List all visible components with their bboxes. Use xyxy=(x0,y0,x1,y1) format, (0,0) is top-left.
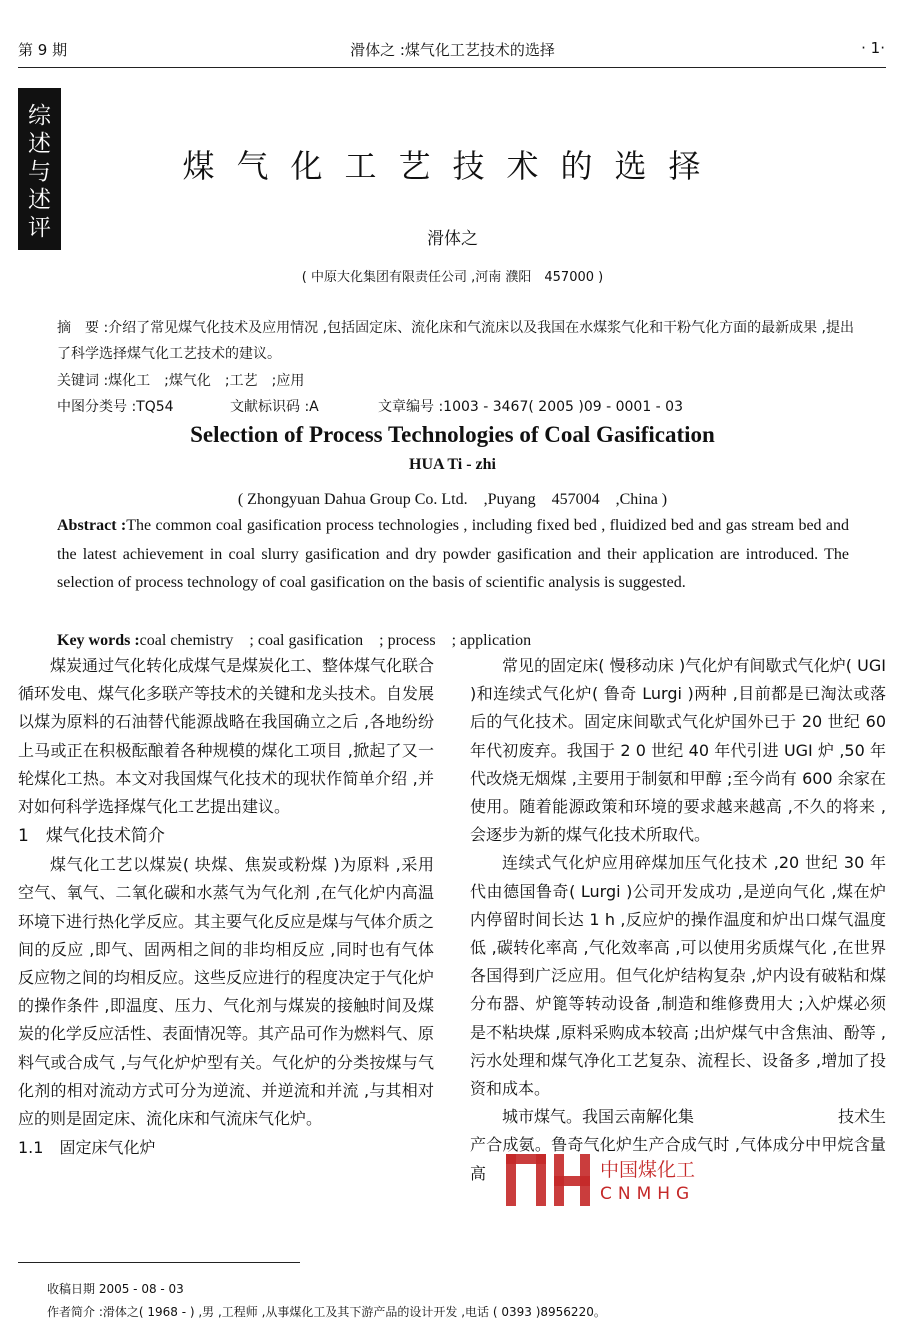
section-tab-char: 与 xyxy=(28,159,51,185)
paper-title: 煤气化工艺技术的选择 xyxy=(182,147,723,185)
right-column xyxy=(470,652,886,1188)
section-tab-char: 综 xyxy=(28,103,51,129)
abstract-label: Abstract : xyxy=(57,517,127,534)
header-rule xyxy=(18,67,886,68)
english-affiliation: ( Zhongyuan Dahua Group Co. Ltd. ,Puyang 457004 ,China ) xyxy=(237,491,668,508)
running-title: 滑体之 :煤气化工艺技术的选择 xyxy=(350,41,555,59)
section-tab-char: 评 xyxy=(28,215,51,241)
document-code: 文献标识码 :A xyxy=(230,399,319,415)
article-number: 文章编号 :1003 - 3467( 2005 )09 - 0001 - 03 xyxy=(378,399,683,415)
author-bio: 作者简介 :滑体之( 1968 - ) ,男 ,工程师 ,从事煤化工及其下游产品的设计开发 ,电话 ( 0393 )8956220。 xyxy=(47,1305,606,1319)
section-tab-char: 述 xyxy=(28,131,51,157)
page-number: · 1· xyxy=(861,39,885,57)
abstract-body: The common coal gasification process technologies , including fixed bed , fluidized bed and gas stream bed and the latest achievement in coal slurry gasification and dry powder gasification and their application are introduced. The selection of process technology of coal gasification on the basis of scientific analysis is suggested. xyxy=(57,517,850,591)
section-tab-char: 述 xyxy=(28,187,51,213)
body-paragraph: 连续式气化炉应用碎煤加压气化技术 ,20 世纪 30 年代由德国鲁奇( Lurgi )公司开发成功 ,是逆向气化 ,煤在炉内停留时间长达 1 h ,反应炉的操作温度和炉出口煤气温度低 ,碳转化率高 ,气化效率高 ,可以使用劣质煤气化 ,在世界各国得到广泛应用。但气化炉结构复杂 ,炉内设有破粘和煤分布器、炉篦等转动设备 ,制造和维修费用大 ;入炉煤必须是不粘块煤 ,原料采购成本较高 ;出炉煤气中含焦油、酚等 ,污水处理和煤气净化工艺复杂、流程长、设备多 ,增加了投资和成本。 xyxy=(470,853,886,1099)
paper-affiliation: ( 中原大化集团有限责任公司 ,河南 濮阳 457000 ) xyxy=(301,270,604,285)
paper-author: 滑体之 xyxy=(427,229,478,249)
keywords-body: coal chemistry ; coal gasification ; process ; application xyxy=(139,632,532,649)
watermark-text-cn: 中国煤化工 xyxy=(600,1159,696,1181)
english-abstract xyxy=(57,512,849,598)
section-heading: 1 煤气化技术简介 xyxy=(18,826,165,847)
abstract-cn: 摘 要 :介绍了常见煤气化技术及应用情况 ,包括固定床、流化床和气流床以及我国在水煤浆气化和干粉气化方面的最新成果 ,提出了科学选择煤气化工艺技术的建议。 xyxy=(57,320,854,362)
keywords-label: Key words : xyxy=(57,632,140,649)
watermark-text-en: CNMHG xyxy=(600,1184,696,1204)
english-keywords xyxy=(57,627,531,650)
body-paragraph: 常见的固定床( 慢移动床 )气化炉有间歇式气化炉( UGI )和连续式气化炉( 鲁奇 Lurgi )两种 ,目前都是已淘汰或落后的气化技术。固定床间歇式气化炉国外已于 20 世纪 60 年代初废弃。我国于 2 0 世纪 40 年代引进 UGI 炉 ,50 年代改烧无烟煤 ,主要用于制氨和甲醇 ;至今尚有 600 余家在使用。随着能源政策和环境的要求越来越高 ,不久的将来 ,会逐步为新的煤气化技术所取代。 xyxy=(470,656,886,845)
intro-paragraph: 煤炭通过气化转化成煤气是煤炭化工、整体煤气化联合循环发电、煤气化多联产等技术的关键和龙头技术。自发展以煤为原料的石油替代能源战略在我国确立之后 ,各地纷纷上马或正在积极酝酿着各种规模的煤化工项目 ,掀起了又一轮煤化工热。本文对我国煤气化技术的现状作简单介绍 ,并对如何科学选择煤气化工艺提出建议。 xyxy=(18,656,435,817)
english-author: HUA Ti - zhi xyxy=(409,456,496,473)
class-number: 中图分类号 :TQ54 xyxy=(57,399,174,415)
english-title: Selection of Process Technologies of Coal Gasification xyxy=(190,422,715,447)
keywords-cn: 关键词 :煤化工 ;煤气化 ;工艺 ;应用 xyxy=(57,373,305,389)
left-column xyxy=(18,652,434,1163)
body-paragraph: 城市煤气。我国云南解化集 技术生产合成氨。鲁奇气化炉生产合成气时 ,气体成分中甲烷含量高 xyxy=(470,1107,887,1183)
footnote-rule xyxy=(18,1262,300,1263)
body-paragraph: 煤气化工艺以煤炭( 块煤、焦炭或粉煤 )为原料 ,采用空气、氧气、二氧化碳和水蒸气为气化剂 ,在气化炉内高温环境下进行热化学反应。其主要气化反应是煤与气体介质之间的反应 ,即气、固两相之间的非均相反应 ,同时也有气体反应物之间的均相反应。这些反应进行的程度决定于气化炉的操作条件 ,即温度、压力、气化剂与煤炭的接触时间及煤炭的化学反应活性、表面情况等。其产品可作为燃料气、原料气或合成气 ,与气化炉炉型有关。气化炉的分类按煤与气化剂的相对流动方式可分为逆流、并逆流和并流 ,与其相对应的则是固定床、流化床和气流床气化炉。 xyxy=(18,855,435,1129)
received-date: 收稿日期 2005 - 08 - 03 xyxy=(47,1282,184,1296)
issue-number: 第 9 期 xyxy=(18,41,68,59)
subsection-heading: 1.1 固定床气化炉 xyxy=(18,1138,156,1158)
